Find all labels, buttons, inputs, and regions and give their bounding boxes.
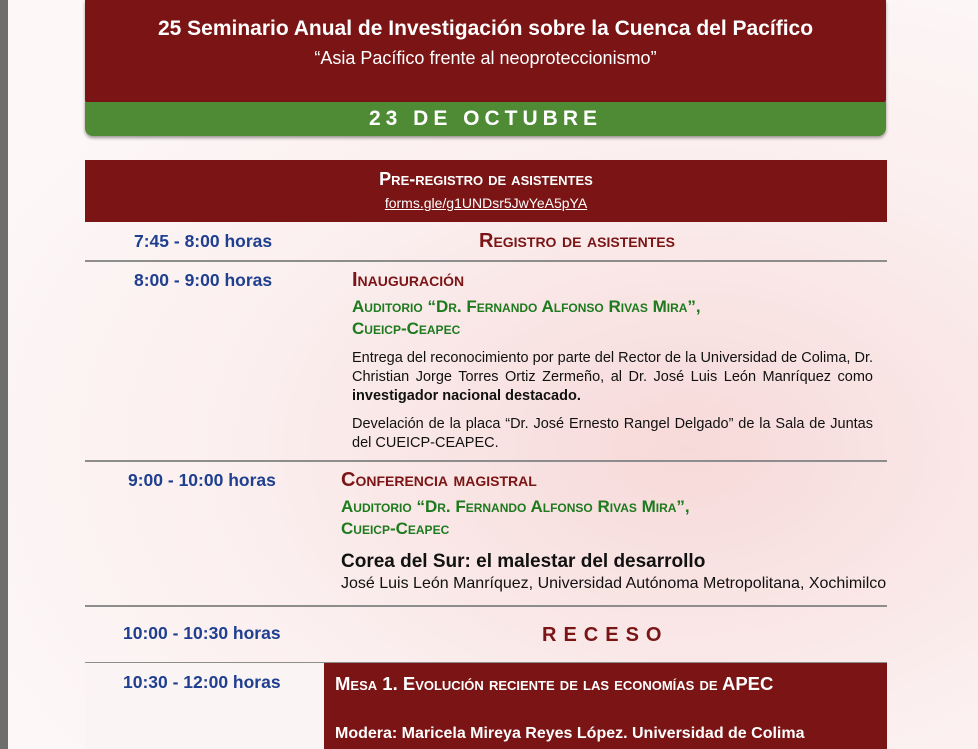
description-s2-p2: Develación de la placa “Dr. José Ernesto Rangel Delgado” de la Sala de Juntas del CUEICP-CEAPEC. <box>352 416 873 451</box>
date-banner: 23 DE OCTUBRE <box>85 102 886 136</box>
divider <box>85 605 887 607</box>
session-banner <box>324 663 887 749</box>
venue-s2-line1: Auditorio “Dr. Fernando Alfonso Rivas Mira”, <box>352 297 701 316</box>
preregistration-title: Pre-registro de asistentes <box>379 169 593 189</box>
seminar-title: 25 Seminario Anual de Investigación sobre la Cuenca del Pacífico <box>157 17 814 40</box>
venue-s2-line2: Cueicp-Ceapec <box>352 319 461 338</box>
description-text: Entrega del reconocimiento por parte del Rector de la Universidad de Colima, Dr. Christian Jorge Torres Ortiz Zermeño, al Dr. José Luis León Manríquez como <box>352 350 873 385</box>
title-s4: RECESO <box>542 624 669 646</box>
title-s3: Conferencia magistral <box>341 469 537 491</box>
venue-s3-line1: Auditorio “Dr. Fernando Alfonso Rivas Mira”, <box>341 497 690 516</box>
venue-s3-line2: Cueicp-Ceapec <box>341 519 450 538</box>
time-s4: 10:00 - 10:30 horas <box>123 623 281 643</box>
talk-speaker: José Luis León Manríquez, Universidad Autónoma Metropolitana, Xochimilco <box>341 575 887 592</box>
description-s2-p1 <box>352 349 873 406</box>
moderator-s5: Modera: Maricela Mireya Reyes López. Universidad de Colima <box>335 725 805 742</box>
left-edge-bar <box>0 0 8 749</box>
divider <box>85 260 887 262</box>
time-s3: 9:00 - 10:00 horas <box>128 470 276 490</box>
seminar-subtitle: “Asia Pacífico frente al neoproteccionismo” <box>314 48 657 68</box>
time-s5: 10:30 - 12:00 horas <box>123 672 281 692</box>
header-banner <box>85 0 886 104</box>
highlight-text: investigador nacional destacado. <box>352 388 581 404</box>
talk-title: Corea del Sur: el malestar del desarrollo <box>341 551 706 572</box>
title-s5: Mesa 1. Evolución reciente de las economías de APEC <box>335 673 774 694</box>
title-s1: Registro de asistentes <box>479 230 675 252</box>
preregistration-banner <box>85 160 887 222</box>
divider <box>85 460 887 462</box>
title-s2: Inauguración <box>352 269 465 291</box>
time-s2: 8:00 - 9:00 horas <box>134 270 273 290</box>
time-s1: 7:45 - 8:00 horas <box>134 231 273 251</box>
preregistration-link[interactable]: forms.gle/g1UNDsr5JwYeA5pYA <box>384 195 588 211</box>
